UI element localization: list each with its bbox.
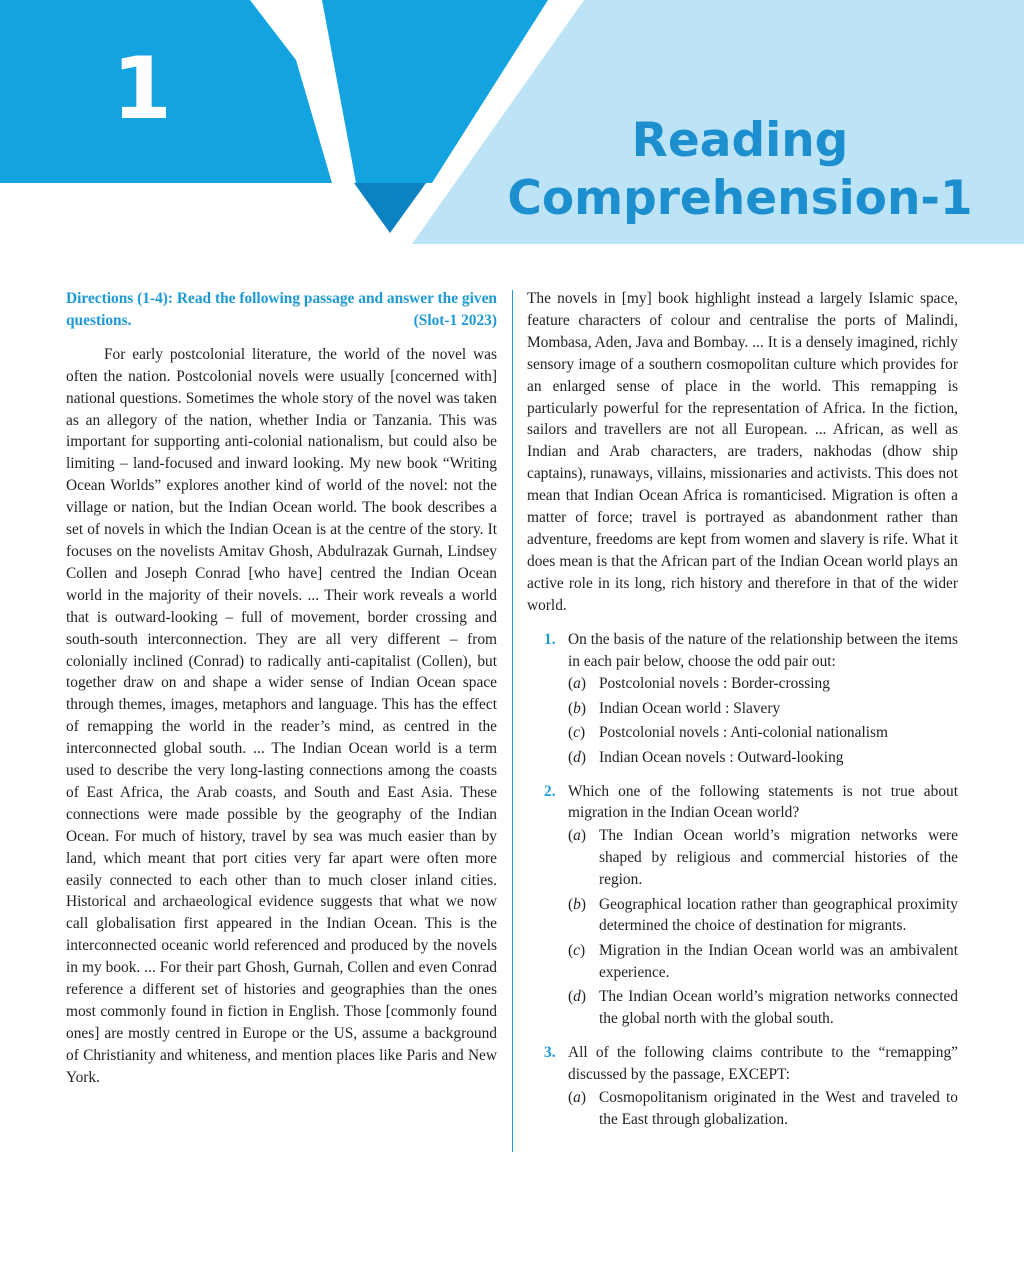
- directions-text: Directions (1-4): Read the following passage and answer the given questions.: [66, 290, 497, 329]
- question-2: [527, 781, 958, 1030]
- question-text: All of the following claims contribute to the “remapping” discussed by the passage, EXCEPT:: [568, 1044, 958, 1083]
- left-column: [66, 288, 497, 1089]
- option-label: (b): [568, 895, 586, 913]
- question-1: [527, 629, 958, 769]
- option-a[interactable]: [568, 825, 958, 891]
- option-label: (d): [568, 748, 586, 766]
- option-text: Geographical location rather than geographical proximity determined the choice of destination for migrants.: [599, 895, 958, 935]
- option-d[interactable]: [568, 986, 958, 1030]
- option-label: (d): [568, 988, 586, 1006]
- options-list: [568, 1087, 958, 1131]
- option-text: Migration in the Indian Ocean world was an ambivalent experience.: [599, 941, 958, 981]
- option-text: Cosmopolitanism originated in the West and traveled to the East through globalization.: [599, 1088, 958, 1128]
- option-label: (a): [568, 827, 586, 845]
- option-label: (a): [568, 1088, 586, 1106]
- option-text: Postcolonial novels : Anti-colonial nationalism: [599, 724, 888, 742]
- option-label: (c): [568, 724, 586, 742]
- option-label: (b): [568, 699, 586, 717]
- option-label: (c): [568, 941, 586, 959]
- question-number: 2.: [544, 782, 556, 800]
- option-c[interactable]: [568, 722, 958, 744]
- option-a[interactable]: [568, 673, 958, 695]
- question-number: 1.: [544, 630, 556, 648]
- option-a[interactable]: [568, 1087, 958, 1131]
- option-c[interactable]: [568, 940, 958, 984]
- option-text: Postcolonial novels : Border-crossing: [599, 675, 830, 693]
- question-text: Which one of the following statements is not true about migration in the Indian Ocean world?: [568, 782, 958, 822]
- option-label: (a): [568, 675, 586, 693]
- option-d[interactable]: [568, 747, 958, 769]
- banner-triangle: [354, 183, 426, 233]
- chapter-number: 1: [112, 39, 172, 139]
- chapter-title-line-2: Comprehension-1: [507, 171, 973, 226]
- option-text: Indian Ocean world : Slavery: [599, 699, 781, 717]
- options-list: [568, 825, 958, 1030]
- option-b[interactable]: [568, 698, 958, 720]
- option-text: Indian Ocean novels : Outward-looking: [599, 748, 844, 766]
- passage-right: The novels in [my] book highlight instead a largely Islamic space, feature characters of colour and centralise the ports of Malindi, Mombasa, Aden, Java and Bombay. ... It is a densely imagined, richly sensory image of a southern cosmopolitan culture which provides for an enlarged sense of place in the world. This remapping is particularly powerful for the representation of Africa. In the fiction, sailors and travellers are not all European. ... African, as well as Indian and Arab characters, are traders, nakhodas (dhow ship captains), runaways, villains, missionaries and activists. This does not mean that Indian Ocean Africa is romanticised. Migration is often a matter of force; travel is portrayed as abandonment rather than adventure, freedoms are kept from women and slavery is rife. What it does mean is that the African part of the Indian Ocean world plays an active role in its long, rich history and therefore in that of the wider world.: [527, 290, 958, 614]
- question-number: 3.: [544, 1044, 556, 1061]
- directions: [66, 288, 497, 332]
- option-text: The Indian Ocean world’s migration networks connected the global north with the global south.: [599, 988, 958, 1028]
- option-text: The Indian Ocean world’s migration networks were shaped by religious and commercial histories of the region.: [599, 827, 958, 889]
- column-divider: [512, 290, 513, 1152]
- question-3: [527, 1042, 958, 1131]
- options-list: [568, 673, 958, 768]
- directions-slot: (Slot-1 2023): [413, 311, 497, 329]
- option-b[interactable]: [568, 894, 958, 938]
- right-column: [527, 288, 958, 1143]
- chapter-title: [500, 112, 980, 228]
- question-text: On the basis of the nature of the relationship between the items in each pair below, choose the odd pair out:: [568, 630, 958, 670]
- passage-left: For early postcolonial literature, the world of the novel was often the nation. Postcolonial novels were usually [concerned with] national questions. Sometimes the whole story of the novel was taken as an allegory of the nation, whether India or Tanzania. This was important for supporting anti-colonial nationalism, but could also be limiting – land-focused and inward looking. My new book “Writing Ocean Worlds” explores another kind of world of the novel: not the village or nation, but the Indian Ocean world. The book describes a set of novels in which the Indian Ocean is at the centre of the story. It focuses on the novelists Amitav Ghosh, Abdulrazak Gurnah, Lindsey Collen and Joseph Conrad [who have] centred the Indian Ocean world in the majority of their novels. ... Their work reveals a world that is outward-looking – full of movement, border crossing and south-south interconnection. They are all very different – from colonially inclined (Conrad) to radically anti-capitalist (Collen), but together draw on and shape a wider sense of Indian Ocean space through themes, images, metaphors and language. This has the effect of remapping the world in the reader’s mind, as centred in the interconnected global south. ... The Indian Ocean world is a term used to describe the very long-lasting connections among the coasts of East Africa, the Arab coasts, and South and East Asia. These connections were made possible by the geography of the Indian Ocean. For much of history, travel by sea was much easier than by land, which meant that port cities very far apart were often more easily connected to each other than to much closer inland cities. Historical and archaeological evidence suggests that what we now call globalisation first appeared in the Indian Ocean. This is the interconnected oceanic world referenced and produced by the novels in my book. ... For their part Ghosh, Gurnah, Collen and even Conrad reference a different set of histories and geographies than the ones most commonly found in fiction in English. Those [commonly found ones] are mostly centred in Europe or the US, assume a background of Christianity and whiteness, and mention places like Paris and New York.: [66, 345, 497, 1086]
- chapter-title-line-1: Reading: [631, 113, 849, 168]
